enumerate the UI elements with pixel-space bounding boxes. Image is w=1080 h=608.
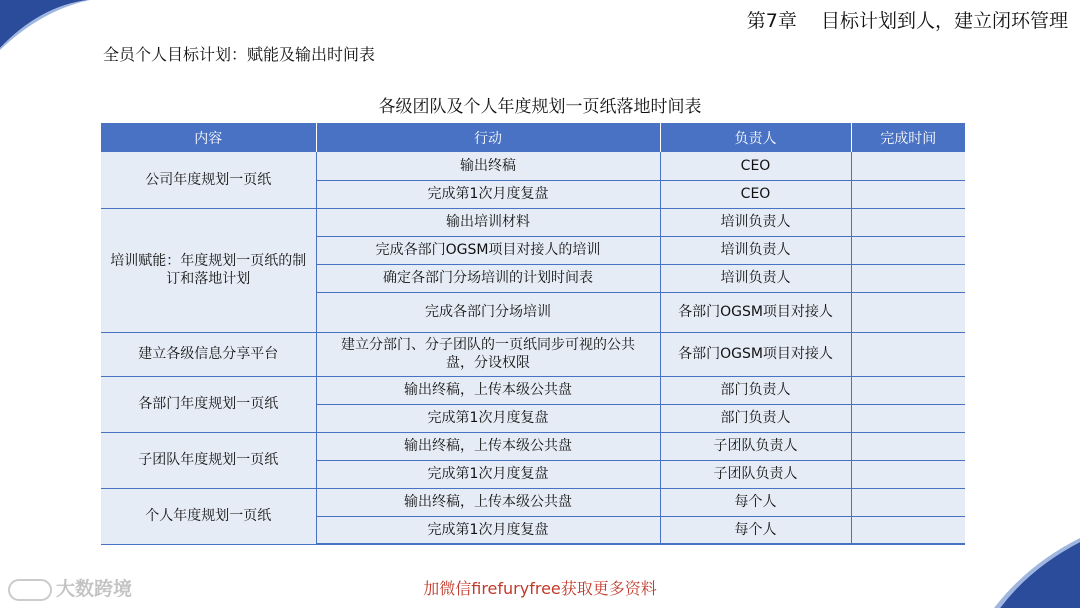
table-row <box>101 432 965 460</box>
action-cell: 输出培训材料 <box>316 208 660 236</box>
action-cell: 输出终稿，上传本级公共盘 <box>316 432 660 460</box>
table-title: 各级团队及个人年度规划一页纸落地时间表 <box>378 97 702 117</box>
action-cell: 完成各部门OGSM项目对接人的培训 <box>316 236 660 264</box>
time-cell <box>851 376 965 404</box>
action-cell: 完成第1次月度复盘 <box>316 180 660 208</box>
table-row <box>101 488 965 516</box>
owner-cell: 子团队负责人 <box>660 460 851 488</box>
content-cell: 建立各级信息分享平台 <box>101 332 316 376</box>
table-row <box>101 208 965 236</box>
content-cell: 培训赋能：年度规划一页纸的制订和落地计划 <box>101 208 316 332</box>
time-cell <box>851 208 965 236</box>
action-cell: 完成各部门分场培训 <box>316 292 660 332</box>
content-cell: 子团队年度规划一页纸 <box>101 432 316 488</box>
owner-cell: 培训负责人 <box>660 264 851 292</box>
owner-cell: 各部门OGSM项目对接人 <box>660 292 851 332</box>
time-cell <box>851 432 965 460</box>
time-cell <box>851 264 965 292</box>
content-cell: 公司年度规划一页纸 <box>101 152 316 208</box>
column-header-action: 行动 <box>316 123 660 152</box>
owner-cell: 子团队负责人 <box>660 432 851 460</box>
content-cell: 个人年度规划一页纸 <box>101 488 316 544</box>
column-header-content: 内容 <box>101 123 316 152</box>
action-cell: 输出终稿，上传本级公共盘 <box>316 376 660 404</box>
owner-cell: 部门负责人 <box>660 404 851 432</box>
owner-cell: 每个人 <box>660 488 851 516</box>
time-cell <box>851 236 965 264</box>
time-cell <box>851 404 965 432</box>
time-cell <box>851 332 965 376</box>
time-cell <box>851 516 965 544</box>
table-row <box>101 376 965 404</box>
action-cell: 完成第1次月度复盘 <box>316 404 660 432</box>
action-cell: 确定各部门分场培训的计划时间表 <box>316 264 660 292</box>
time-cell <box>851 152 965 180</box>
time-cell <box>851 488 965 516</box>
action-cell: 完成第1次月度复盘 <box>316 460 660 488</box>
corner-decoration-top-left <box>0 0 90 50</box>
owner-cell: CEO <box>660 180 851 208</box>
action-cell: 输出终稿，上传本级公共盘 <box>316 488 660 516</box>
schedule-table <box>101 123 965 545</box>
table-row <box>101 332 965 376</box>
table-row <box>101 152 965 180</box>
action-cell: 完成第1次月度复盘 <box>316 516 660 544</box>
table-header-row <box>101 123 965 152</box>
owner-cell: 部门负责人 <box>660 376 851 404</box>
content-cell: 各部门年度规划一页纸 <box>101 376 316 432</box>
page-subtitle: 全员个人目标计划：赋能及输出时间表 <box>103 45 376 64</box>
action-cell: 建立分部门、分子团队的一页纸同步可视的公共盘，分设权限 <box>316 332 660 376</box>
owner-cell: 各部门OGSM项目对接人 <box>660 332 851 376</box>
action-cell: 输出终稿 <box>316 152 660 180</box>
corner-decoration-bottom-right <box>970 538 1080 608</box>
owner-cell: 培训负责人 <box>660 236 851 264</box>
chapter-title: 第7章 目标计划到人，建立闭环管理 <box>746 10 1068 32</box>
time-cell <box>851 180 965 208</box>
watermark-text: 大数跨境 <box>56 578 133 600</box>
owner-cell: 每个人 <box>660 516 851 544</box>
owner-cell: CEO <box>660 152 851 180</box>
column-header-time: 完成时间 <box>851 123 965 152</box>
time-cell <box>851 460 965 488</box>
time-cell <box>851 292 965 332</box>
owner-cell: 培训负责人 <box>660 208 851 236</box>
footer-note: 加微信firefuryfree获取更多资料 <box>423 579 657 598</box>
column-header-owner: 负责人 <box>660 123 851 152</box>
